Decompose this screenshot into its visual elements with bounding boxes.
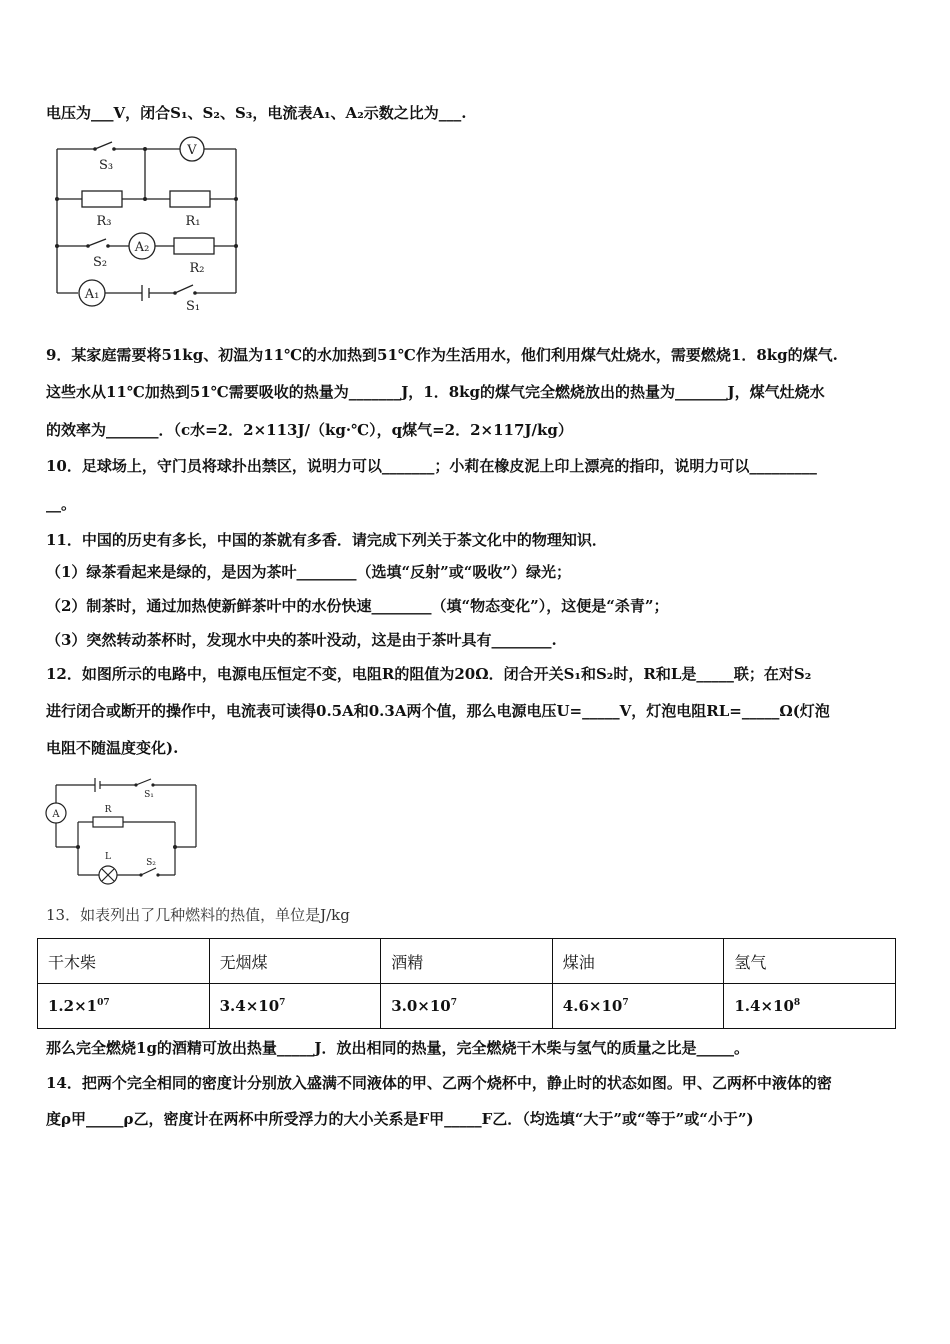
q10-line-2: __。 bbox=[46, 495, 77, 513]
q9-line-3: 的效率为_______．（c水=2．2×113J/（kg·℃），q煤气=2．2×117J/kg） bbox=[46, 421, 573, 439]
q12-line-3: 电阻不随温度变化). bbox=[46, 739, 179, 757]
s3-label: S₃ bbox=[98, 158, 114, 173]
c2-lamp-label: L bbox=[105, 852, 111, 862]
q13-stem: 13．如表列出了几种燃料的热值，单位是J/kg bbox=[46, 906, 350, 924]
table-value-cell: $1.2\times 1^{07}$ bbox=[38, 984, 210, 1029]
q12-line-2: 进行闭合或断开的操作中，电流表可读得0.5A和0.3A两个值，那么电源电压U=_____V，灯泡电阻RL=_____Ω(灯泡 bbox=[46, 702, 830, 720]
q9-line-2: 这些水从11℃加热到51℃需要吸收的热量为_______J，1．8kg的煤气完全燃烧放出的热量为_______J，煤气灶烧水 bbox=[46, 383, 825, 401]
q10-line-1: 10．足球场上，守门员将球扑出禁区，说明力可以_______；小莉在橡皮泥上印上漂亮的指印，说明力可以_________ bbox=[46, 457, 817, 475]
table-header-cell: 无烟煤 bbox=[209, 939, 381, 984]
a1-label: A₁ bbox=[84, 287, 100, 302]
c2-r-label: R bbox=[104, 805, 112, 815]
table-header-cell: 酒精 bbox=[381, 939, 553, 984]
q13-after-text: 那么完全燃烧1g的酒精可放出热量_____J．放出相同的热量，完全燃烧干木柴与氢气的质量之比是_____。 bbox=[46, 1039, 750, 1057]
table-header-cell: 干木柴 bbox=[38, 939, 210, 984]
fuel-heat-value-table bbox=[37, 938, 896, 1029]
q11-part-1: （1）绿茶看起来是绿的，是因为茶叶________（选填“反射”或“吸收”）绿光； bbox=[46, 563, 571, 581]
c2-s1-label: S₁ bbox=[144, 790, 154, 800]
table-header-row bbox=[38, 939, 896, 984]
r2-label: R₂ bbox=[189, 261, 205, 276]
q11-part-3: （3）突然转动茶杯时，发现水中央的茶叶没动，这是由于茶叶具有________. bbox=[46, 631, 557, 649]
q11-part-2: （2）制茶时，通过加热使新鲜茶叶中的水份快速________（填“物态变化”），这便是“杀青”； bbox=[46, 597, 669, 615]
circuit-diagram-2 bbox=[43, 775, 203, 890]
c2-s2-label: S₂ bbox=[146, 858, 156, 868]
q11-stem: 11．中国的历史有多长，中国的茶就有多香．请完成下列关于茶文化中的物理知识． bbox=[46, 531, 607, 549]
q14-line-1: 14．把两个完全相同的密度计分别放入盛满不同液体的甲、乙两个烧杯中，静止时的状态如图。甲、乙两杯中液体的密 bbox=[46, 1074, 832, 1092]
q9-line-1: 9．某家庭需要将51kg、初温为11℃的水加热到51℃作为生活用水，他们利用煤气灶烧水，需要燃烧1．8kg的煤气. bbox=[46, 346, 838, 364]
table-header-cell: 煤油 bbox=[552, 939, 724, 984]
q8-tail-text: 电压为___V，闭合S₁、S₂、S₃，电流表A₁、A₂示数之比为___. bbox=[46, 104, 467, 122]
q14-line-2: 度ρ甲_____ρ乙，密度计在两杯中所受浮力的大小关系是F甲_____F乙．（均选填“大于”或“等于”或“小于”) bbox=[46, 1110, 754, 1128]
q12-line-1: 12．如图所示的电路中，电源电压恒定不变，电阻R的阻值为20Ω．闭合开关S₁和S₂时，R和L是_____联；在对S₂ bbox=[46, 665, 812, 683]
r3-label: R₃ bbox=[96, 214, 112, 229]
ammeter-label: A bbox=[52, 809, 60, 820]
voltmeter-label: V bbox=[187, 143, 197, 158]
table-value-row bbox=[38, 984, 896, 1029]
table-value-cell: $3.4\times 10^7$ bbox=[209, 984, 381, 1029]
circuit-diagram-1 bbox=[50, 133, 250, 313]
table-value-cell: $1.4\times 10^8$ bbox=[724, 984, 896, 1029]
r1-label: R₁ bbox=[185, 214, 201, 229]
s1-label: S₁ bbox=[185, 299, 201, 313]
s2-label: S₂ bbox=[92, 255, 108, 270]
table-value-cell: $4.6\times 10^7$ bbox=[552, 984, 724, 1029]
a2-label: A₂ bbox=[134, 240, 150, 255]
table-header-cell: 氢气 bbox=[724, 939, 896, 984]
table-value-cell: $3.0\times 10^7$ bbox=[381, 984, 553, 1029]
